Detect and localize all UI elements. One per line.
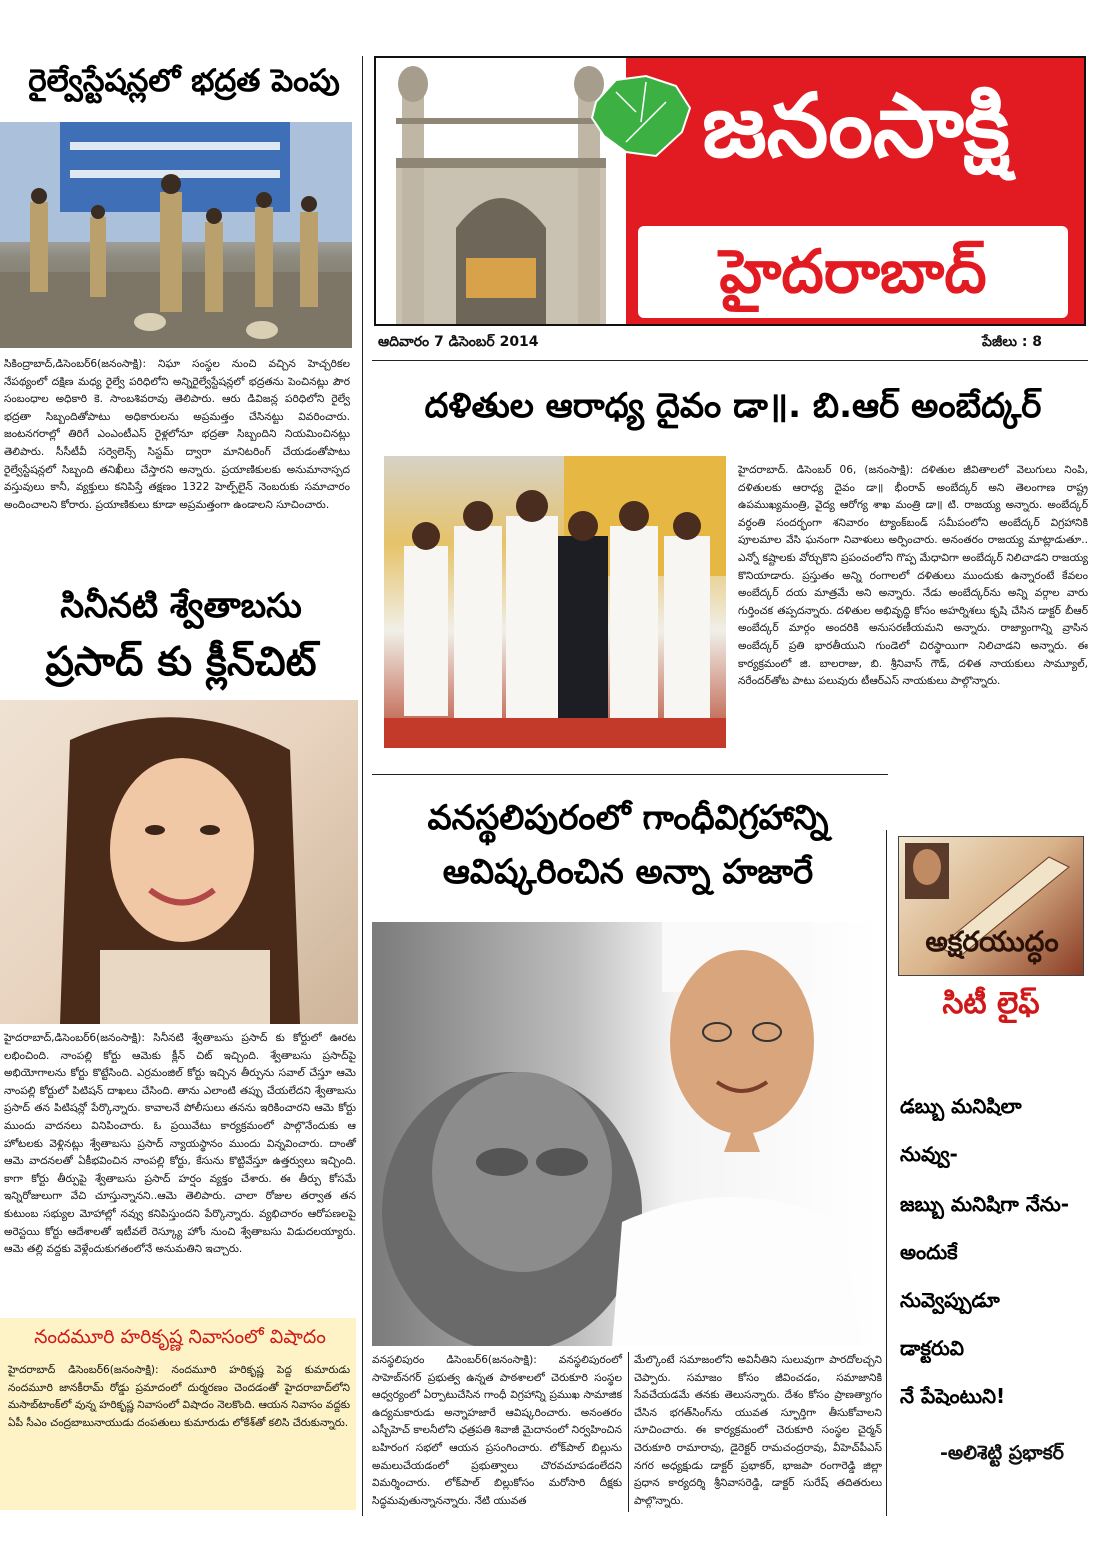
city-life-title: సిటీ లైఫ్ — [942, 986, 1040, 1021]
ambedkar-headline: దళితుల ఆరాధ్య దైవం డా॥. బి.ఆర్ అంబేద్కర్ — [424, 386, 1042, 426]
masthead — [374, 56, 1086, 326]
gandhi-column-divider — [628, 1352, 629, 1512]
gandhi-headline-line1: వనస్థలిపురంలో గాంధీవిగ్రహాన్ని — [427, 798, 829, 838]
left-column-divider — [362, 56, 363, 1516]
actress-headline-line2: ప్రసాద్ కు క్లీన్‌చిట్ — [45, 639, 317, 685]
poem-line: అందుకే — [900, 1240, 958, 1264]
ambedkar-tribute-photo — [384, 456, 726, 748]
railway-police-photo — [0, 122, 352, 348]
column-logo-box — [898, 836, 1084, 976]
actress-headline-line1: సినీనటి శ్వేతాబసు — [60, 586, 302, 626]
column-logo-text: అక్షరయుద్ధం — [925, 925, 1059, 958]
poem-author: -అలిశెట్టి ప్రభాకర్ — [940, 1442, 1064, 1464]
newspaper-title: జనంసాక్షి — [702, 74, 1010, 177]
gandhi-body-col2: మేల్కొంటే సమాజంలోని అవినీతిని సులువుగా పారదోలచ్చని చెప్పారు. సమాజం కోసం జీవించడం, సమాజానికి సేవచేయడమే తనకు తెలుసన్నారు. దేశం కోసం ప్రాణత్యాగం చేసిన భగత్‌సింగ్‌ను యువత స్ఫూర్తిగా తీసుకోవాలని సూచించారు. ఈ కార్యక్రమంలో చెరుకూరి సంస్థల చైర్మన్ చెరుకూరి రామారావు, డైరెక్టర్ రామచంద్రరావు, వీహెచ్‌పీఎస్ నగర అధ్యక్షుడు డాక్టర్ ప్రభాకర్, భాజపా రంగారెడ్డి జిల్లా ప్రధాన కార్యదర్శి శ్రీనివాసరెడ్డి, డాక్టర్ సురేష్ తదితరులు పాల్గొన్నారు. — [634, 1354, 882, 1507]
ambedkar-body: హైదరాబాద్. డిసెంబర్ 06, (జనంసాక్షి): దళితుల జీవితాలలో వెలుగులు నింపి, దళితులకు ఆరాధ్య దైవం డా॥ భీంరావ్ అంబేద్కర్ అని తెలంగాణ రాష్ట్ర ఉపముఖ్యమంత్రి, వైద్య ఆరోగ్య శాఖ మంత్రి డా॥ టి. రాజయ్య అన్నారు. అంబేద్కర్ వర్ధంతి సందర్భంగా శనివారం ట్యాంక్‌బండ్ సమీపంలోని అంబేద్కర్ విగ్రహానికి పూలమాల వేసి ఘనంగా నివాళులు అర్పించారు. అనంతరం రాజయ్య మాట్లాడుతూ.. ఎన్నో కష్టాలకు వోర్చుకొని ప్రపంచంలోని గొప్ప మేధావిగా అంబేద్కర్ నిలిచాడని రాజయ్య కొనియాడారు. ప్రస్తుతం అన్ని రంగాలలో దళితులు ముందుకు ఉన్నారంటే కేవలం అంబేద్కర్ దయ మాత్రమే అని అన్నారు. నేడు అంబేద్కర్‌ను అన్ని వర్గాల వారు గుర్తించక తప్పదన్నారు. దళితుల అభివృద్ధి కోసం అహర్నిశలు కృషి చేసిన డాక్టర్ బీఆర్ అంబేద్కర్ మార్గం అందరికి అనుసరణీయమని అన్నారు. రాజ్యాంగాన్ని వ్రాసిన అంబేద్కర్ ప్రతి భారతీయుని గుండెలో చిరస్థాయిగా నిలిచాడని అన్నారు. ఈ కార్యక్రమంలో జి. బాలరాజు, బి. శ్రీనివాస్ గౌడ్, దళిత నాయకులు సామ్యూల్, నరేందర్‌తోట పాటు పలువురు టీఆర్ఎస్ నాయకులు పాల్గొన్నారు. — [738, 464, 1088, 688]
gandhi-headline-line2: ఆవిష్కరించిన అన్నా హజారే — [442, 852, 814, 892]
railway-security-body: సికింద్రాబాద్,డిసెంబర్6(జనంసాక్షి): నిఘా సంస్థల నుంచి వచ్చిన హెచ్చరికల నేపథ్యంలో దక్షిణ మధ్య రైల్వే పరిధిలోని అన్నిరైల్వేస్టేషన్లలో భద్రతను పెంచినట్లు పౌర సంబంధాల అధికారి కె. సాంబశివరావు తెలిపారు. ఆరు డివిజన్ల పరిధిలోని రైల్వే భద్రతా సిబ్బందితోపాటు అధికారులను అప్రమత్తం చేసినట్టు వివరించారు. జంటనగరాల్లో తిరిగే ఎంఎంటీఎస్ రైళ్లలోనూ భద్రతా సిబ్బందిని నియమించినట్లు తెలిపారు. సీసీటీవీ సర్వెలెన్స్ సిస్టమ్ ద్వారా మానిటరింగ్ చేయడంతోపాటు రైల్వేస్టేషన్లలో సిబ్బంది తనిఖీలు చేస్తారని అన్నారు. ప్రయాణికులకు అనుమానాస్పద వస్తువులు కానీ, వ్యక్తులు కనిపిస్తే తక్షణం 1322 హెల్ప్‌లైన్ నెంబరుకు సమాచారం అందించాలని కోరారు. ప్రయాణికులు కూడా అప్రమత్తంగా ఉండాలని సూచించారు. — [4, 358, 350, 511]
harikrishna-headline: నందమూరి హరికృష్ణ నివాసంలో విషాదం — [34, 1326, 326, 1348]
page-count: పేజీలు : 8 — [982, 334, 1043, 350]
masthead-bottom-rule — [372, 360, 1088, 361]
actress-photo — [0, 700, 358, 1024]
right-sidebar-divider — [886, 830, 887, 1516]
edition-city: హైదరాబాద్ — [638, 226, 1068, 318]
poem-line: నువ్వు- — [900, 1142, 958, 1166]
poem-line: నే పేషెంటుని! — [900, 1384, 1006, 1408]
railway-security-headline: రైల్వేస్టేషన్లలో భద్రత పెంపు — [28, 63, 340, 99]
actress-body: హైదరాబాద్,డిసెంబర్6(జనంసాక్షి): సినీనటి శ్వేతాబసు ప్రసాద్ కు కోర్టులో ఊరట లభించింది. నాంపల్లి కోర్టు ఆమెకు క్లీన్ చిట్ ఇచ్చింది. శ్వేతాబసు ప్రసాద్‌పై అభియోగాలను కోర్టు కొట్టేసింది. ఎర్రమంజిల్ కోర్టు ఇచ్చిన తీర్పును సవాల్ చేస్తూ ఆమె నాంపల్లి కోర్టులో పిటిషన్ దాఖలు చేసింది. తాను ఎలాంటి తప్పు చేయలేదని శ్వేతాబసు ప్రసాద్ తన పిటిషన్లో పేర్కొన్నారు. కావాలనే పోలీసులు తనను ఇరికించారని ఆమె కోర్టు ముందు వాదనలు వినిపించారు. ఓ ప్రయివేటు కార్యక్రమంలో పాల్గొనేందుకు ఆ హోటలకు వెళ్లినట్లు శ్వేతాబసు ప్రసాద్ న్యాయస్థానం ముందు విన్నవించారు. దాంతో ఆమె వాదనలతో ఏకీభవించిన నాంపల్లి కోర్టు, కేసును కొట్టివేస్తూ ఉత్తర్వులు ఇచ్చింది. కాగా కోర్టు తీర్పుపై శ్వేతాబసు ప్రసాద్ హర్షం వ్యక్తం చేశారు. ఈ తీర్పు కోసమే ఇన్నిరోజులుగా వేచి చూస్తున్నానని..ఆమె తెలిపారు. చాలా రోజుల తర్వాత తన కుటుంబ సభ్యుల మోహాల్లో నవ్వు కనిపిస్తుందని పేర్కొన్నారు. వ్యభిచారం ఆరోపణలపై అరెస్టయి కోర్టు ఆదేశాలతో ఇటీవలే రెస్క్యూ హోం నుంచి శ్వేతాబసు విడుదలయ్యారు. ఆమె తల్లి వద్దకు వెళ్లేందుకుగతంలోనే అనుమతిని ఇచ్చారు. — [4, 1032, 356, 1256]
hazare-gandhi-photo — [372, 922, 878, 1346]
gandhi-body-col1: వనస్థలిపురం డిసెంబర్6(జనంసాక్షి): వనస్థలిపురంలో సాహెబ్‌నగర్ ప్రభుత్వ ఉన్నత పాఠశాలలో చెరుకూరి సంస్థల ఆధ్వర్యంలో ఏర్పాటుచేసిన గాంధీ విగ్రహాన్ని ప్రముఖ సామాజిక ఉద్యమకారుడు అన్నాహజారే ఆవిష్కరించారు. అనంతరం ఎస్బీహెచ్ కాలనీలోని ఛత్రపతి శివాజీ మైదానంలో నిర్వహించిన బహిరంగ సభలో ఆయన ప్రసంగించారు. లోక్‌పాల్ బిల్లును అమలుచేయడంలో ప్రభుత్వాలు చొరవచూపడంలేదని విమర్శించారు. లోక్‌పాల్ బిల్లుకోసం మరోసారి దీక్షకు సిద్ధమవుతున్నానన్నారు. నేటి యువత — [372, 1354, 622, 1507]
poem-line: జబ్బు మనిషిగా నేను- — [900, 1192, 1070, 1216]
issue-date: ఆదివారం 7 డిసెంబర్ 2014 — [378, 334, 539, 350]
ambedkar-bottom-rule — [372, 774, 888, 775]
poem-line: నువ్వెప్పుడూ — [900, 1288, 1000, 1312]
poem-line: డబ్బు మనిషిలా — [900, 1094, 1022, 1118]
harikrishna-body: హైదరాబాద్ డిసెంబర్6(జనంసాక్షి): నందమూరి హరికృష్ణ పెద్ద కుమారుడు నందమూరి జానకీరామ్ రోడ్డు ప్రమాదంలో దుర్మరణం చెందడంతో హైదరాబాద్‌లోని మసాబ్‌టాంక్‌లో వున్న హరికృష్ణ నివాసంలో విషాదం నెలకొంది. ఆయన నివాసం వద్దకు ఏపీ సీఎం చంద్రబాబునాయుడు దంపతులు కుమారుడు లోకేశ్‌తో కలిసి చేరుకున్నారు. — [8, 1364, 350, 1429]
poem-line: డాక్టరువి — [900, 1336, 964, 1360]
